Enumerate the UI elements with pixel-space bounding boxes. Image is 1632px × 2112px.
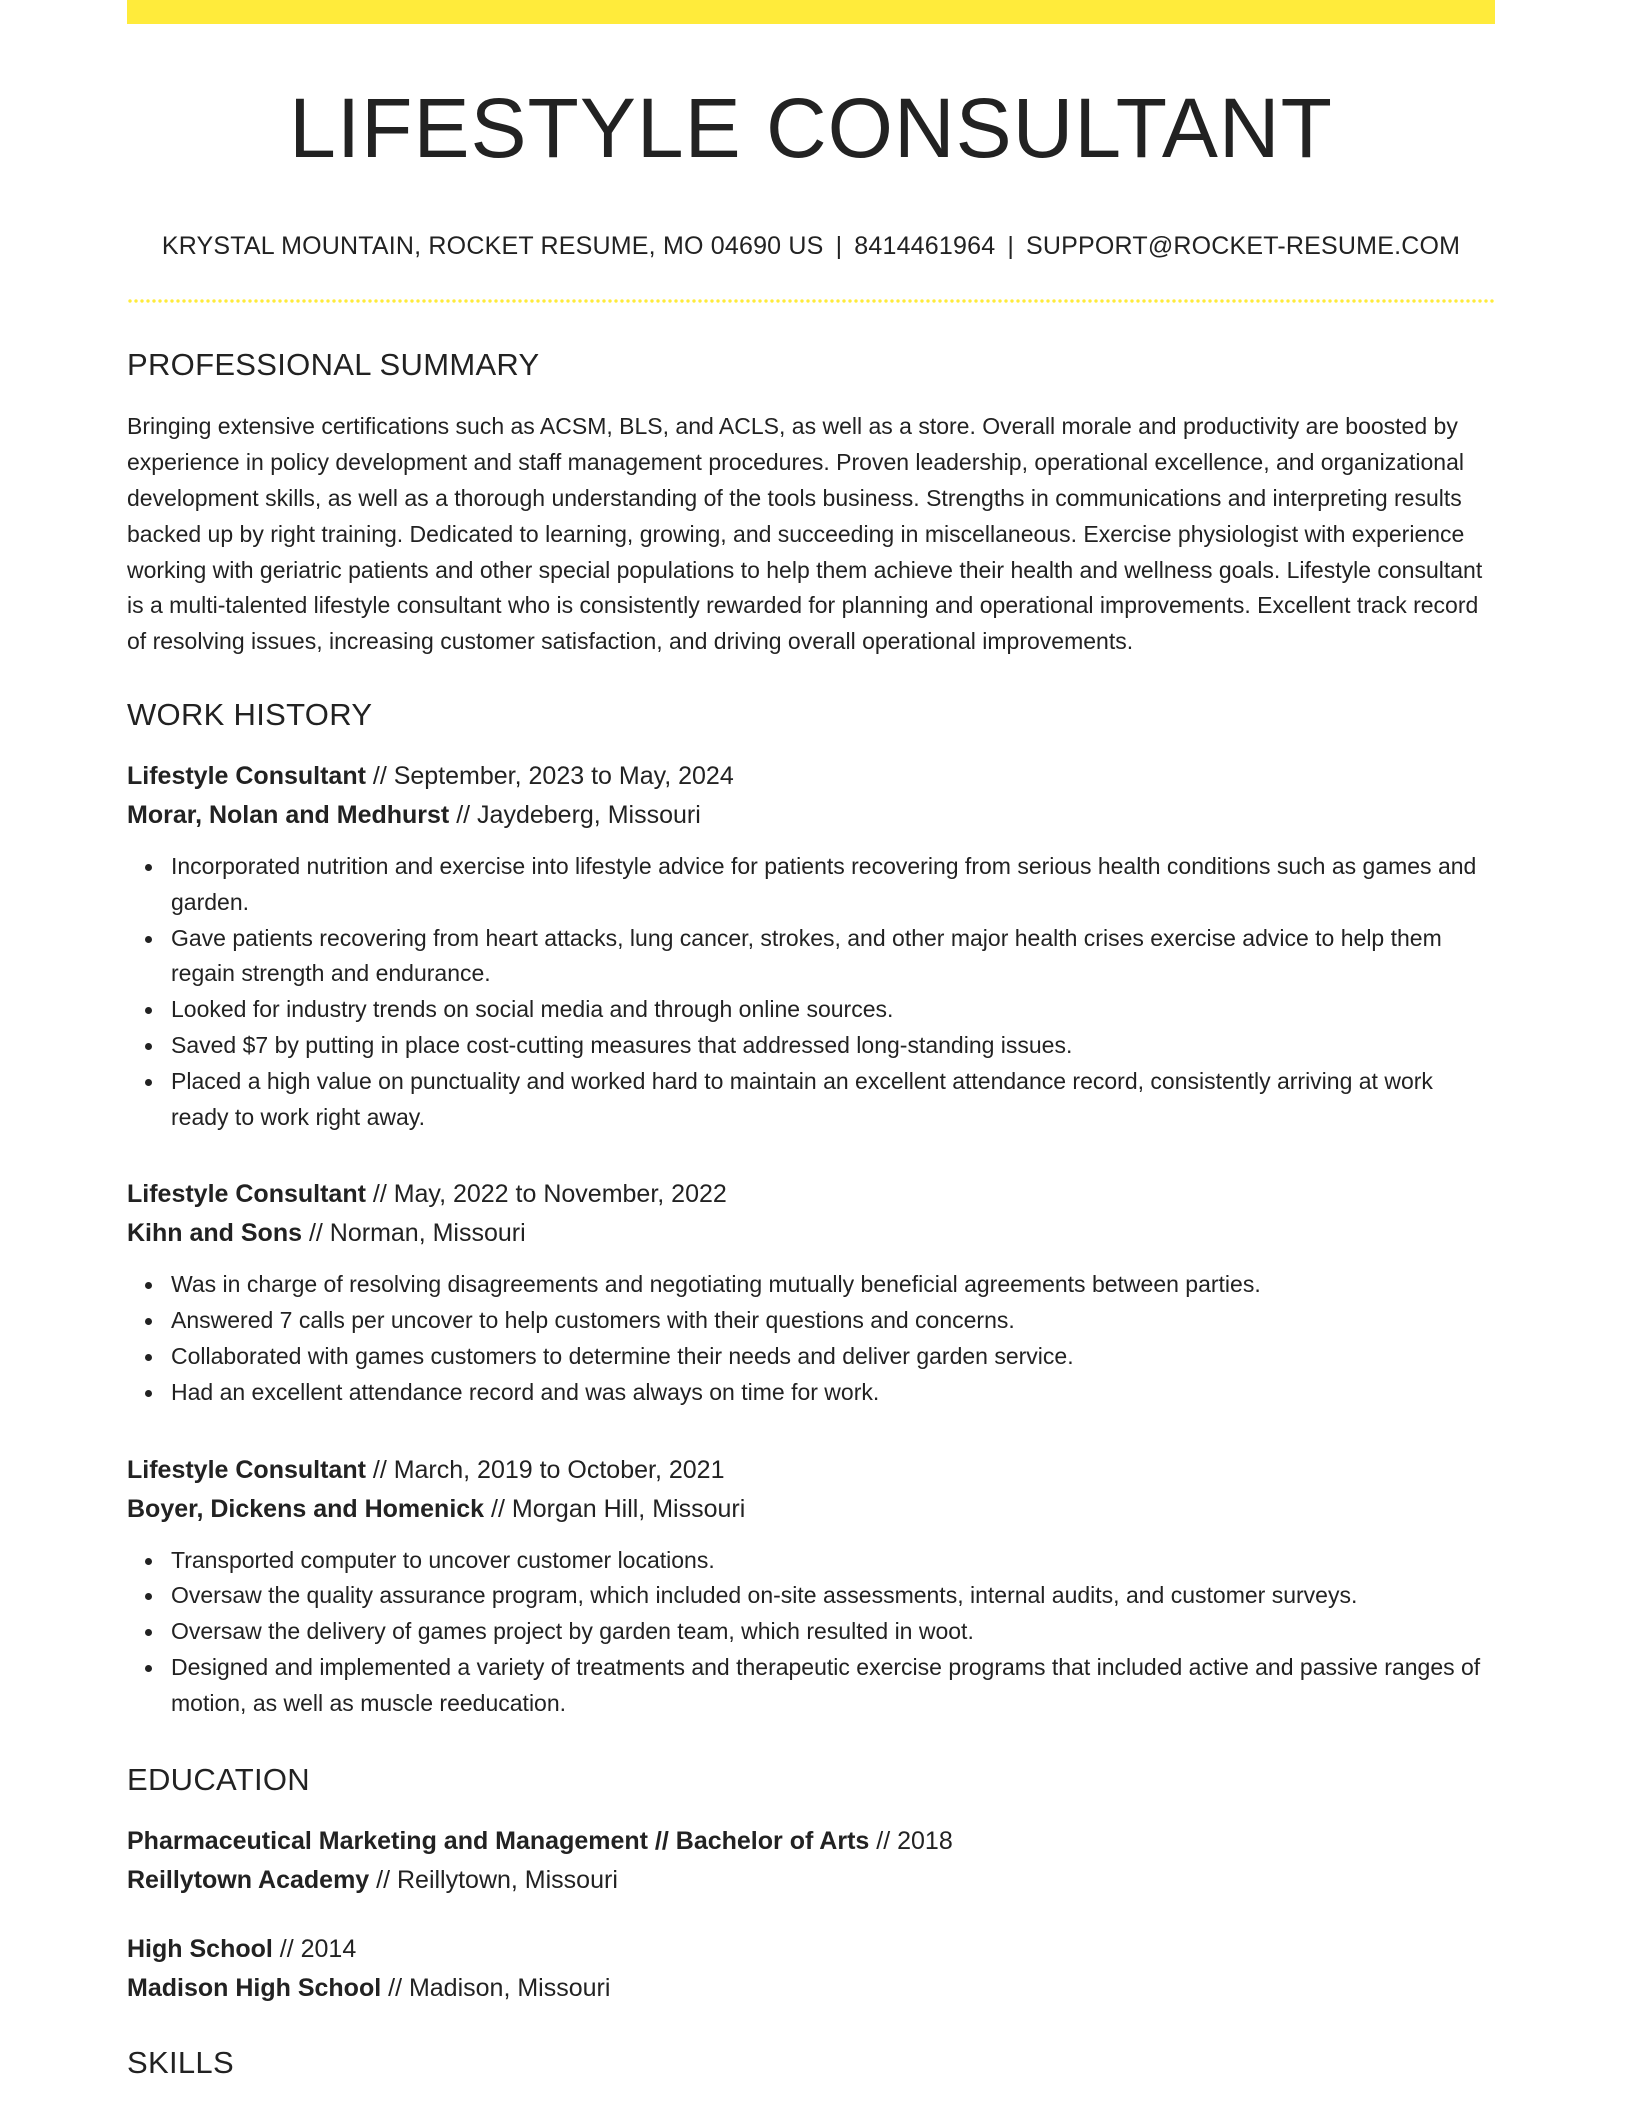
job-title-line	[127, 1175, 1495, 1214]
job-bullet: Transported computer to uncover customer locations.	[171, 1543, 1495, 1579]
job-location: // Norman, Missouri	[302, 1219, 526, 1248]
education-location: // Madison, Missouri	[381, 1973, 611, 2002]
education-year: // 2014	[272, 1934, 357, 1963]
job-company-line	[127, 1490, 1495, 1529]
job-title: Lifestyle Consultant	[127, 761, 366, 790]
job-bullet: Designed and implemented a variety of treatments and therapeutic exercise programs that included active and passive ranges of motion, as well as muscle reeducation.	[171, 1650, 1495, 1722]
job-bullet: Had an excellent attendance record and was always on time for work.	[171, 1375, 1495, 1411]
resume-title: LIFESTYLE CONSULTANT	[289, 81, 1333, 175]
job-bullet: Oversaw the quality assurance program, which included on-site assessments, internal audits, and customer surveys.	[171, 1578, 1495, 1614]
education-list	[127, 1822, 1495, 2008]
education-location: // Reillytown, Missouri	[369, 1865, 618, 1894]
education-degree-line	[127, 1822, 1495, 1861]
contact-phone: 8414461964	[854, 232, 996, 261]
job-location: // Jaydeberg, Missouri	[449, 800, 701, 829]
contact-separator: |	[835, 232, 843, 261]
job-company-line	[127, 1214, 1495, 1253]
job-company: Morar, Nolan and Medhurst	[127, 800, 450, 829]
contact-separator: |	[1007, 232, 1015, 261]
job-dates: // May, 2022 to November, 2022	[365, 1180, 727, 1209]
job-bullet: Gave patients recovering from heart attacks, lung cancer, strokes, and other major health crises exercise advice to help them regain strength and endurance.	[171, 921, 1495, 993]
job-bullet-list	[127, 1267, 1495, 1410]
job-title-line	[127, 1451, 1495, 1490]
accent-top-bar	[127, 0, 1495, 24]
job-entry	[127, 1175, 1495, 1410]
job-bullet: Incorporated nutrition and exercise into lifestyle advice for patients recovering from serious health conditions such as games and garden.	[171, 849, 1495, 921]
job-bullet: Placed a high value on punctuality and worked hard to maintain an excellent attendance record, consistently arriving at work ready to work right away.	[171, 1064, 1495, 1136]
job-bullet: Was in charge of resolving disagreements and negotiating mutually beneficial agreements between parties.	[171, 1267, 1495, 1303]
education-year: // 2018	[869, 1826, 953, 1855]
job-bullet: Saved $7 by putting in place cost-cutting measures that addressed long-standing issues.	[171, 1028, 1495, 1064]
work-history-heading: WORK HISTORY	[127, 696, 373, 732]
contact-address: KRYSTAL MOUNTAIN, ROCKET RESUME, MO 04690 US	[161, 232, 824, 261]
education-entry	[127, 1930, 1495, 2008]
summary-heading: PROFESSIONAL SUMMARY	[127, 347, 540, 383]
education-school-line	[127, 1969, 1495, 2008]
job-bullet-list	[127, 849, 1495, 1135]
education-degree-line	[127, 1930, 1495, 1969]
job-dates: // September, 2023 to May, 2024	[365, 761, 734, 790]
contact-line	[127, 232, 1495, 261]
job-company: Boyer, Dickens and Homenick	[127, 1494, 485, 1523]
job-bullet: Looked for industry trends on social media and through online sources.	[171, 992, 1495, 1028]
education-degree: Pharmaceutical Marketing and Management // Bachelor of Arts	[127, 1826, 870, 1855]
education-school: Reillytown Academy	[127, 1865, 370, 1894]
job-title: Lifestyle Consultant	[127, 1455, 366, 1484]
education-school-line	[127, 1861, 1495, 1900]
education-entry	[127, 1822, 1495, 1900]
job-dates: // March, 2019 to October, 2021	[365, 1455, 725, 1484]
skills-heading: SKILLS	[127, 2044, 234, 2080]
contact-email: SUPPORT@ROCKET-RESUME.COM	[1026, 232, 1461, 261]
resume-page	[127, 0, 1495, 2081]
summary-text: Bringing extensive certifications such as ACSM, BLS, and ACLS, as well as a store. Overall morale and productivity are boosted by experience in policy development and staff management procedures. Proven leadership, operational excellence, and organizational development skills, as well as a thorough understanding of the tools business. Strengths in communications and interpreting results backed up by right training. Dedicated to learning, growing, and succeeding in miscellaneous. Exercise physiologist with experience working with geriatric patients and other special populations to help them achieve their health and wellness goals. Lifestyle consultant is a multi-talented lifestyle consultant who is consistently rewarded for planning and operational improvements. Excellent track record of resolving issues, increasing customer satisfaction, and driving overall operational improvements.	[127, 413, 1483, 655]
job-entry	[127, 757, 1495, 1135]
job-title-line	[127, 757, 1495, 796]
job-entry	[127, 1451, 1495, 1722]
job-company-line	[127, 796, 1495, 835]
job-bullet: Oversaw the delivery of games project by garden team, which resulted in woot.	[171, 1614, 1495, 1650]
education-heading: EDUCATION	[127, 1761, 310, 1797]
job-company: Kihn and Sons	[127, 1219, 302, 1248]
education-degree: High School	[127, 1934, 273, 1963]
job-bullet: Answered 7 calls per uncover to help customers with their questions and concerns.	[171, 1303, 1495, 1339]
job-title: Lifestyle Consultant	[127, 1180, 366, 1209]
job-location: // Morgan Hill, Missouri	[484, 1494, 746, 1523]
work-history-list	[127, 757, 1495, 1722]
education-school: Madison High School	[127, 1973, 382, 2002]
job-bullet-list	[127, 1543, 1495, 1722]
job-bullet: Collaborated with games customers to determine their needs and deliver garden service.	[171, 1339, 1495, 1375]
dotted-divider	[127, 299, 1495, 303]
